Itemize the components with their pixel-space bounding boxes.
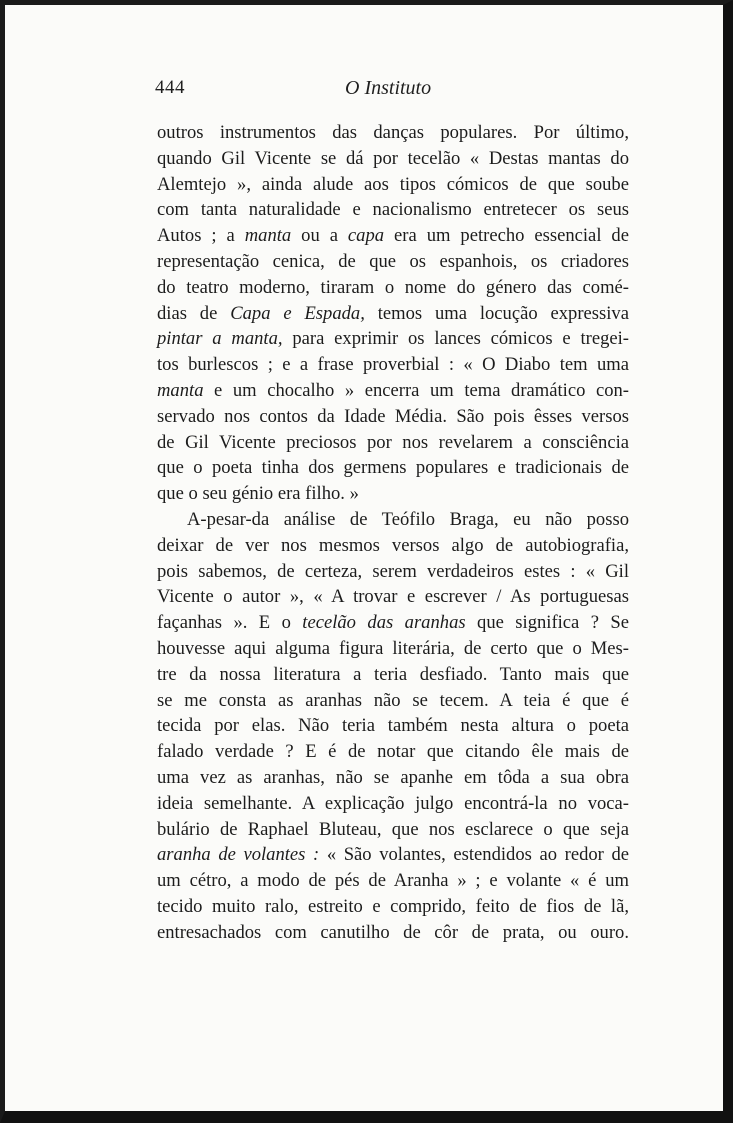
text-span: que o seu génio era filho. » [157,483,359,505]
italic-text: manta [157,379,204,401]
text-span: que significa ? Se [465,612,629,634]
text-line [157,120,629,146]
text-line [157,610,629,636]
text-line [157,352,629,378]
text-span: um cétro, a modo de pés de Aranha » ; e volante « é um [157,870,629,892]
text-span: representação cenica, de que os espanhois, os criadores [157,250,629,272]
text-span: que o poeta tinha dos germens populares e tradicionais de [157,457,629,479]
text-line [157,636,629,662]
text-span: temos uma locução expressiva [364,302,629,324]
text-line [157,275,629,301]
page-header [155,77,635,101]
text-span: falado verdade ? E é de notar que citando êle mais de [157,741,629,763]
text-line [157,533,629,559]
text-span: tecida por elas. Não teria também nesta altura o poeta [157,715,629,737]
text-span: tecido muito ralo, estreito e comprido, feito de fios de lã, [157,895,629,917]
text-line [157,481,629,507]
text-span: quando Gil Vicente se dá por tecelão « Destas mantas do [157,147,629,169]
text-span: ou a [291,225,348,247]
text-span: era um petrecho essencial de [384,225,629,247]
text-span: « São volantes, estendidos ao redor de [319,844,630,866]
italic-text: tecelão das aranhas [302,612,466,634]
text-span: do teatro moderno, tiraram o nome do género das comé- [157,276,629,298]
text-line [157,920,629,946]
text-line [157,223,629,249]
text-line [157,301,629,327]
text-line [157,430,629,456]
text-span: deixar de ver nos mesmos versos algo de autobiografia, [157,534,629,556]
text-line [157,326,629,352]
text-line [157,455,629,481]
text-span: com tanta naturalidade e nacionalismo entretecer os seus [157,199,629,221]
text-span: Autos ; a [157,225,245,247]
text-line [157,713,629,739]
text-span: façanhas ». E o [157,612,303,634]
text-line [157,765,629,791]
text-line [157,817,629,843]
text-line [157,842,629,868]
text-span: houvesse aqui alguma figura literária, de certo que o Mes- [157,637,629,659]
text-span: A-pesar-da análise de Teófilo Braga, eu não posso [187,508,629,530]
text-span: dias de [157,302,231,324]
text-span: entresachados com canutilho de côr de prata, ou ouro. [157,921,629,943]
text-span: pois sabemos, de certeza, serem verdadeiros estes : « Gil [157,560,629,582]
text-span: servado nos contos da Idade Média. São pois êsses versos [157,405,629,427]
page-number: 444 [155,77,185,98]
text-span: bulário de Raphael Bluteau, que nos esclarece o que seja [157,818,629,840]
text-span: para exprimir os lances cómicos e tregei- [282,328,629,350]
text-line [157,584,629,610]
text-line [157,404,629,430]
text-span: tre da nossa literatura a teria desfiado. Tanto mais que [157,663,629,685]
text-line [157,559,629,585]
text-span: ideia semelhante. A explicação julgo encontrá-la no voca- [157,792,629,814]
text-line [157,146,629,172]
text-span: e um chocalho » encerra um tema dramático con- [203,379,629,401]
italic-text: aranha de volantes : [157,844,320,866]
italic-text: pintar a manta, [157,328,283,350]
italic-text: capa [347,225,385,247]
text-span: se me consta as aranhas não se tecem. A teia é que é [157,689,629,711]
text-span: uma vez as aranhas, não se apanhe em tôda a sua obra [157,766,629,788]
text-line [157,894,629,920]
italic-text: Capa e Espada, [230,302,365,324]
text-line [157,662,629,688]
text-line [157,739,629,765]
text-line [157,507,629,533]
text-line [157,197,629,223]
italic-text: manta [244,225,292,247]
text-span: tos burlescos ; e a frase proverbial : « O Diabo tem uma [157,354,629,376]
text-span: de Gil Vicente preciosos por nos revelarem a consciência [157,431,629,453]
body-text [157,120,629,946]
text-span: Vicente o autor », « A trovar e escrever / As portuguesas [157,586,629,608]
text-span: Alemtejo », ainda alude aos tipos cómicos de que soube [157,173,629,195]
text-line [157,249,629,275]
text-line [157,688,629,714]
text-line [157,172,629,198]
text-span: outros instrumentos das danças populares. Por último, [157,122,629,143]
text-line [157,868,629,894]
running-title: O Instituto [345,77,432,99]
text-line [157,791,629,817]
text-line [157,378,629,404]
